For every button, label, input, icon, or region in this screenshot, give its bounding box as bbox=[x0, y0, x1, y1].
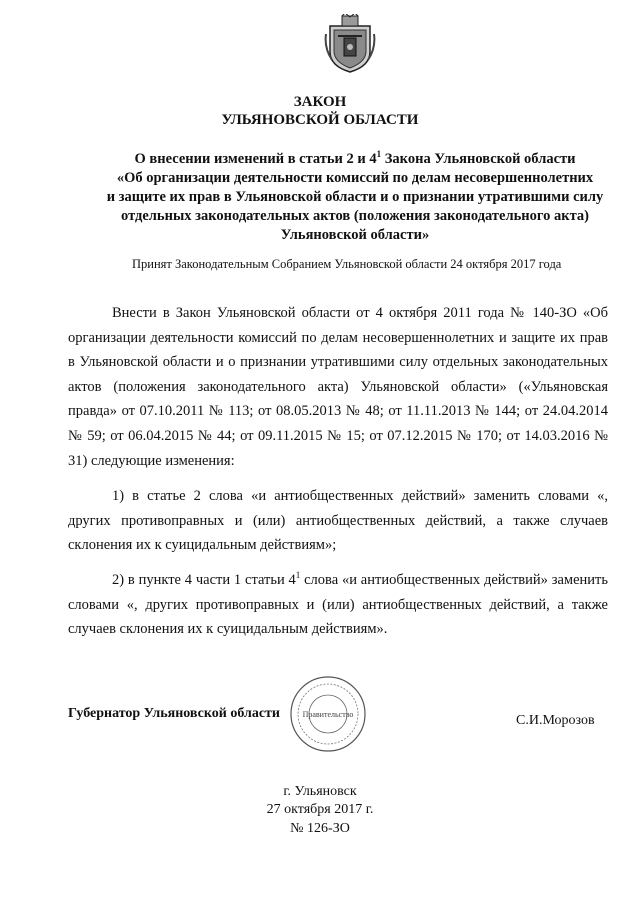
law-region-title: УЛЬЯНОВСКОЙ ОБЛАСТИ bbox=[221, 112, 419, 128]
subject-line-1: О внесении изменений в статьи 2 и $4^1$ Закона Ульяновской области bbox=[134, 149, 576, 167]
official-seal-icon bbox=[288, 674, 368, 754]
law-subject bbox=[60, 150, 640, 245]
signing-date: 27 октября 2017 г. bbox=[266, 802, 374, 817]
law-title: ЗАКОН bbox=[293, 94, 347, 110]
place-of-signing: г. Ульяновск bbox=[283, 784, 357, 799]
subject-line-3: и защите их прав в Ульяновской области и о признании утратившими силу bbox=[106, 189, 604, 205]
subject-line-5: Ульяновской области» bbox=[280, 227, 430, 243]
amendment-item-2: 2) в пункте 4 части 1 статьи $4^1$ слова «и антиобщественных действий» заменить словами «, других противоправных и (или) антиобщественных действий, а также случаев склонения их к суицидальным действиям». bbox=[68, 570, 608, 638]
coat-of-arms-icon bbox=[324, 14, 376, 74]
adoption-note: Принят Законодательным Собранием Ульяновской области 24 октября 2017 года bbox=[132, 257, 562, 271]
subject-line-2: «Об организации деятельности комиссий по делам несовершеннолетних bbox=[116, 170, 594, 186]
seal-label: Правительство bbox=[302, 710, 354, 719]
law-number: № 126-ЗО bbox=[290, 821, 350, 836]
intro-paragraph: Внести в Закон Ульяновской области от 4 октября 2011 года № 140-ЗО «Об организации деятельности комиссий по делам несовершеннолетних и защите их прав в Ульяновской области и о признании утратившими силу отдельных законодательных актов (положения законодательного акта) Ульяновской области» («Ульяновская правда» от 07.10.2011 № 113; от 08.05.2013 № 48; от 11.11.2013 № 144; от 24.04.2014 № 59; от 06.04.2015 № 44; от 09.11.2015 № 15; от 07.12.2015 № 170; от 14.03.2016 № 31) следующие изменения: bbox=[68, 305, 608, 469]
subject-line-4: отдельных законодательных актов (положения законодательного акта) bbox=[121, 208, 589, 224]
amendment-item-1: 1) в статье 2 слова «и антиобщественных действий» заменить словами «, других противоправных и (или) антиобщественных действий, а также случаев склонения их к суицидальным действиям»; bbox=[68, 488, 608, 554]
governor-title: Губернатор Ульяновской области bbox=[68, 706, 280, 721]
signer-name: С.И.Морозов bbox=[516, 713, 595, 728]
